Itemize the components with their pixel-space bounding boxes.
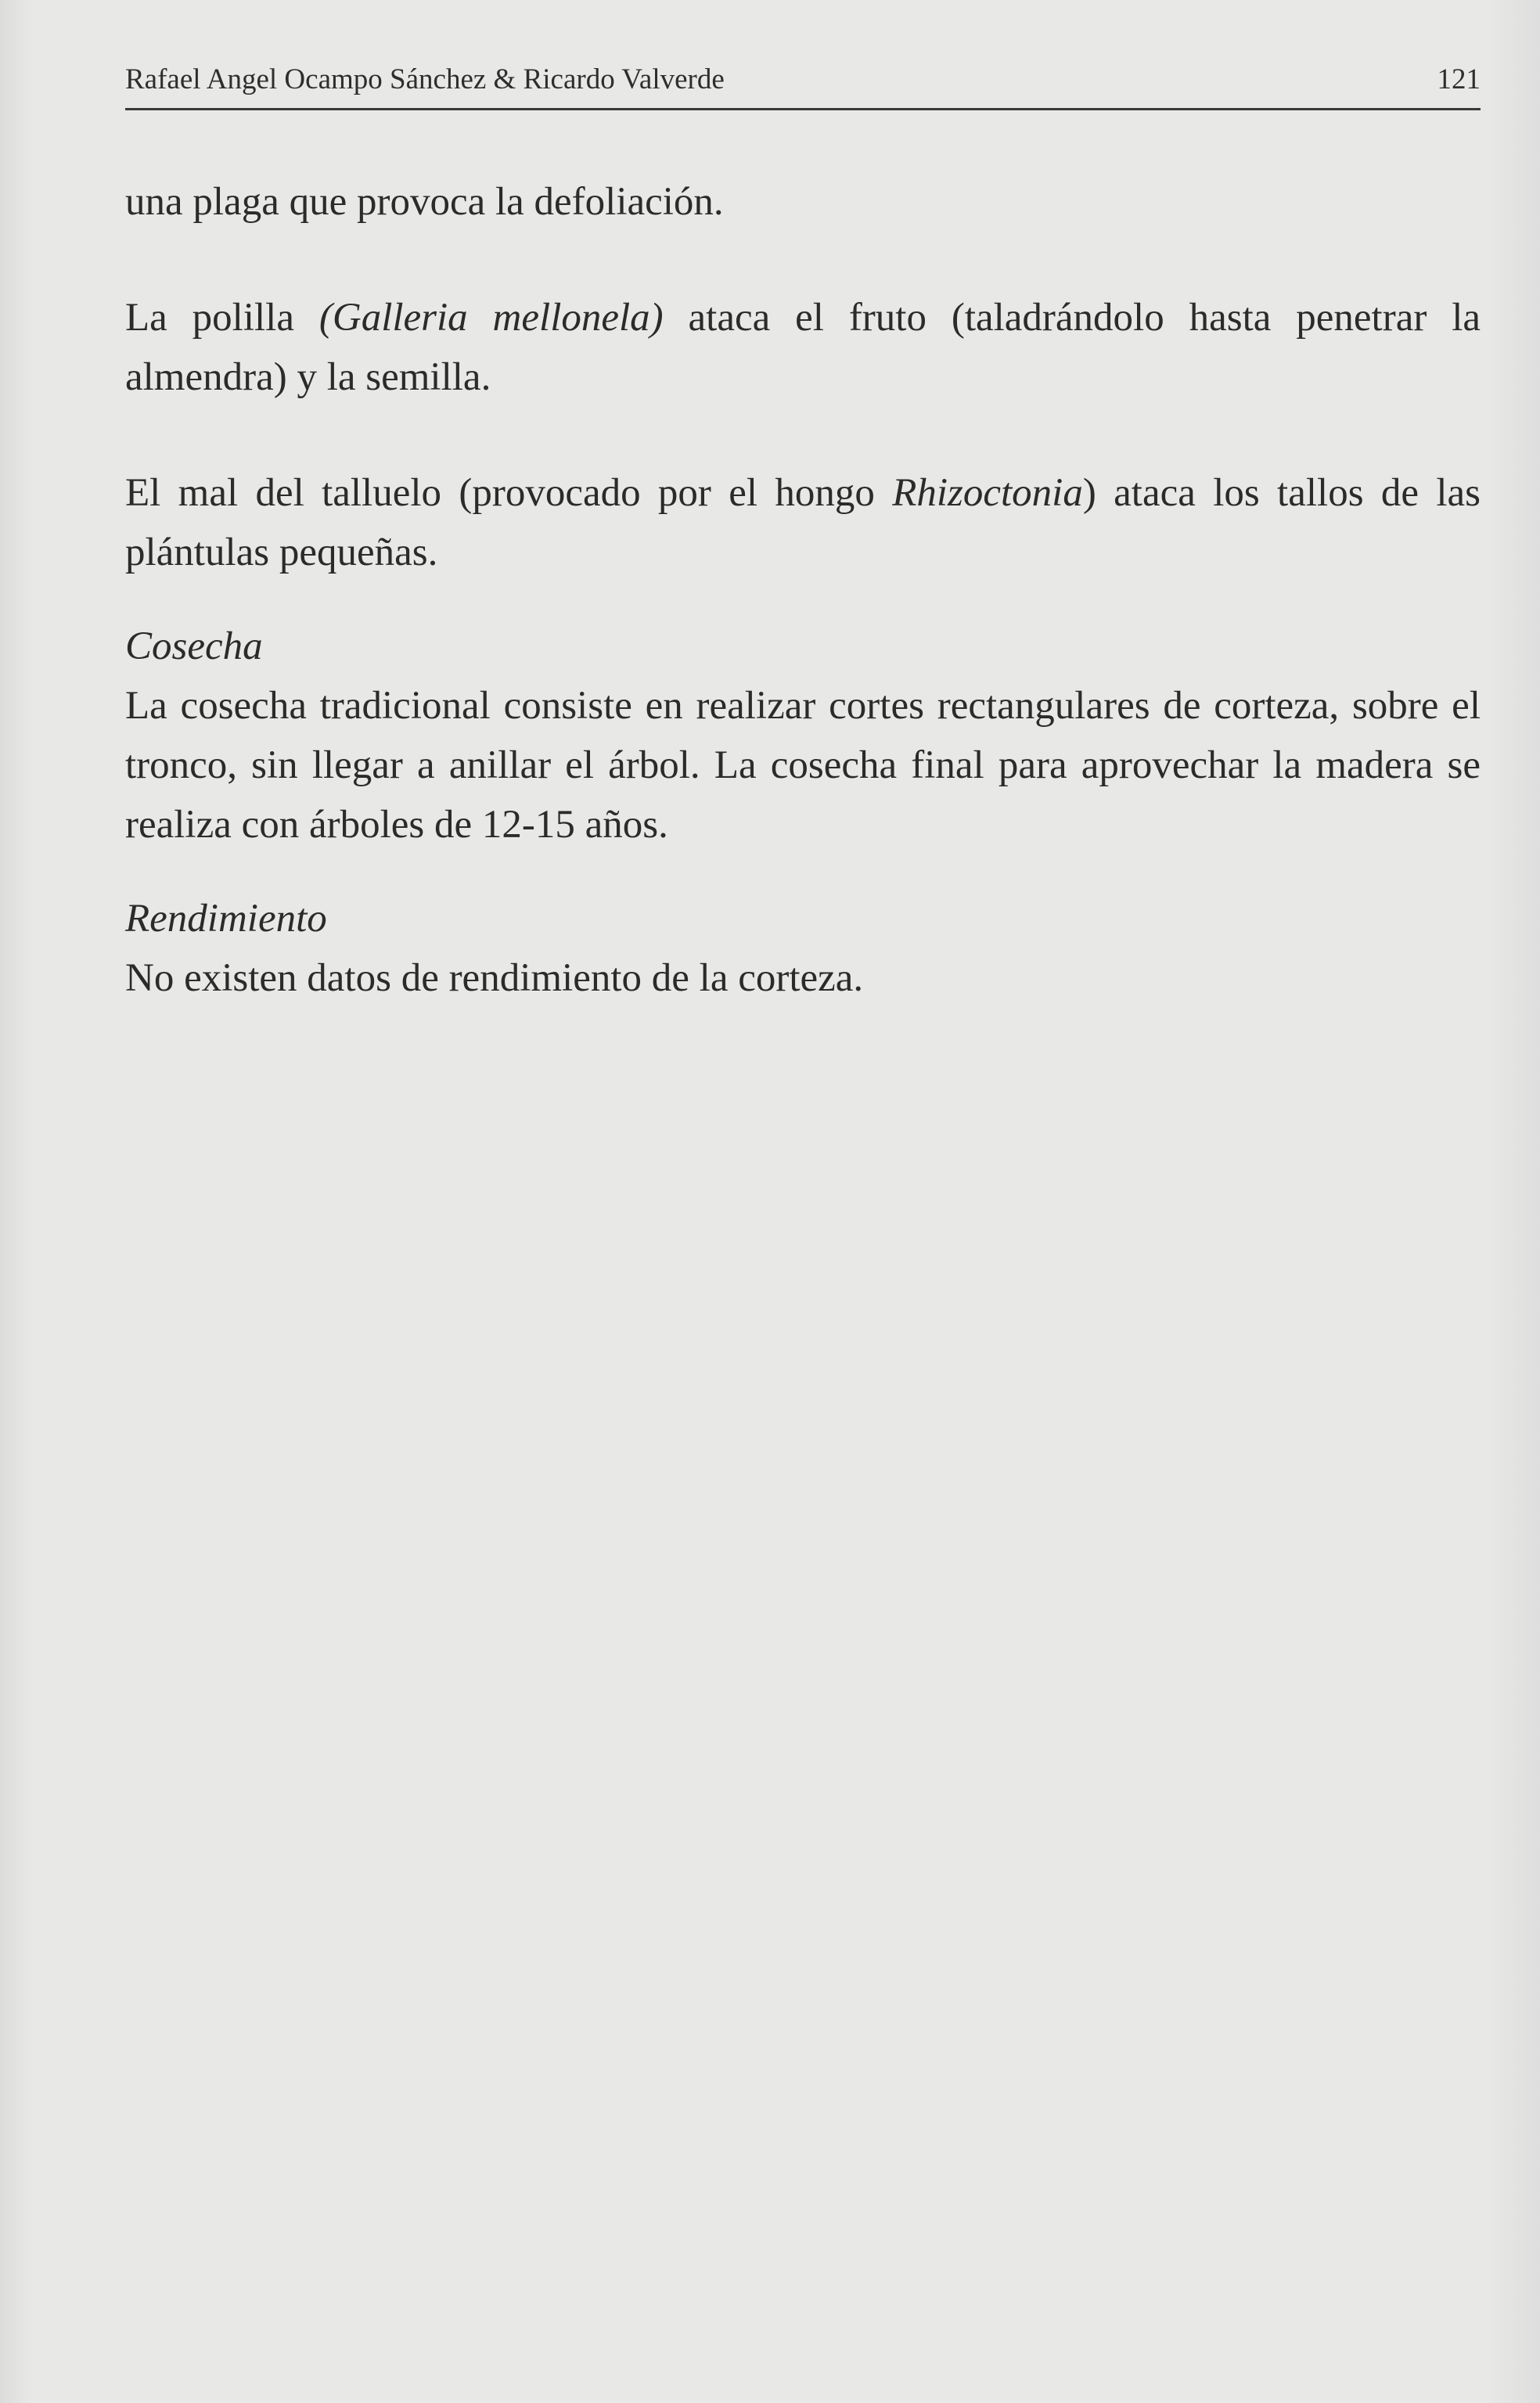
section-heading-cosecha: Cosecha — [125, 624, 263, 668]
species-galleria-mellonela: (Galleria mellonela) — [318, 296, 664, 340]
page-body — [125, 172, 1481, 1008]
paragraph-rhizoctonia-end: ) ataca los tallos de las plántulas pequeñas. — [125, 471, 1481, 574]
section-heading-rendimiento: Rendimiento — [125, 897, 327, 941]
paragraph-rendimiento: No existen datos de rendimiento de la corteza. — [125, 956, 864, 1000]
paragraph-rhizoctonia — [125, 463, 1481, 582]
species-rhizoctonia: Rhizoctonia — [892, 471, 1083, 515]
paragraph-galleria-end: ataca el fruto (taladrándolo hasta penetrar la almendra) y la semilla. — [125, 296, 1481, 399]
paragraph-galleria-start: La polilla — [125, 296, 319, 340]
paragraph-rhizoctonia-start: El mal del talluelo (provocado por el hongo — [125, 471, 893, 515]
paragraph-cosecha: La cosecha tradicional consiste en realizar cortes rectangulares de corteza, sobre el tronco, sin llegar a anillar el árbol. La cosecha final para aprovechar la madera se realiza con árboles de 12-15 años. — [125, 684, 1481, 847]
running-header — [125, 59, 1481, 110]
header-authors: Rafael Angel Ocampo Sánchez & Ricardo Valverde — [125, 63, 725, 95]
paragraph-galleria — [125, 288, 1481, 407]
paragraph-defoliation: una plaga que provoca la defoliación. — [125, 180, 724, 224]
page-number: 121 — [1437, 63, 1481, 95]
